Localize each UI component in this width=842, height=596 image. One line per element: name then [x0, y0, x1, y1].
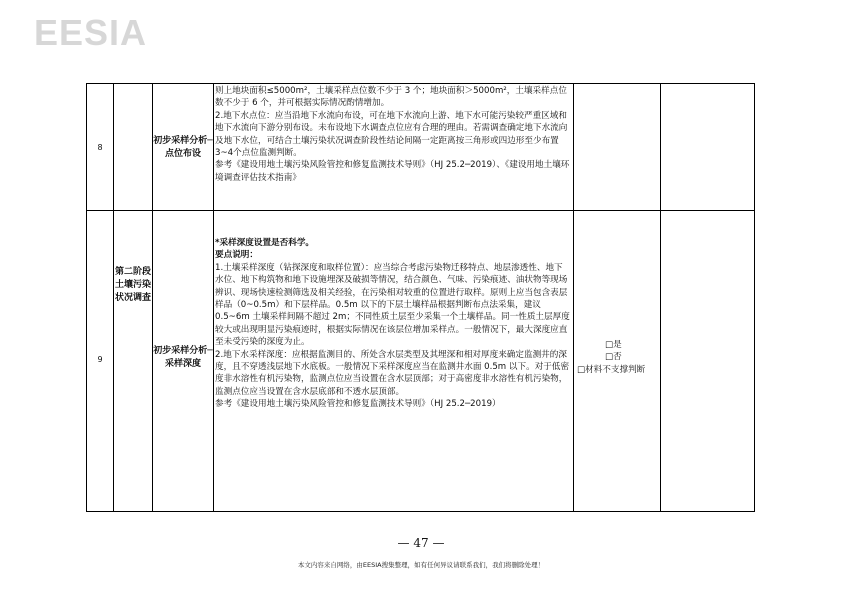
row-9-item: 初步采样分析─采样深度: [153, 346, 213, 369]
page-number: — 47 —: [397, 536, 445, 550]
row-9-content: [215, 237, 571, 411]
row-8-item: 初步采样分析─点位布设: [153, 136, 213, 159]
option-insufficient-material-checkbox[interactable]: □材料不支撑判断: [577, 364, 646, 375]
row-9-number: 9: [97, 355, 103, 364]
row-9-content-line: 2.地下水采样深度：应根据监测目的、所处含水层类型及其埋深和相对厚度来确定监测井的深度，且不穿透浅层地下水底板。一般情况下采样深度应当在监测井水面 0.5m 以下。对于低密度非水溶性有机污染物，监测点位应当设置在含水层顶部；对于高密度非水溶性有机污染物，监测点位应当设置在含水层底部和不透水层顶部。: [215, 349, 570, 397]
row-9-content-title: *采样深度设置是否科学。: [215, 238, 315, 248]
eesia-logo-watermark: EESIA: [34, 12, 148, 53]
option-no-checkbox[interactable]: □否: [605, 352, 622, 363]
row-9-options: [575, 339, 659, 376]
row-8-content-line: 则上地块面积≤5000m²，土壤采样点位数不少于 3 个；地块面积＞5000m²，土壤采样点位数不少于 6 个，并可根据实际情况酌情增加。: [215, 86, 567, 109]
row-8-content-line: 参考《建设用地土壤污染风险管控和修复监测技术导则》（HJ 25.2─2019）、《建设用地土壤环境调查评估技术指南》: [215, 160, 570, 183]
option-yes-checkbox[interactable]: □是: [605, 340, 622, 350]
row-9-content-line: 参考《建设用地土壤污染风险管控和修复监测技术导则》（HJ 25.2─2019）: [215, 399, 501, 410]
footer-disclaimer: 本文内容来自网络，由EESIA搜集整理，如有任何异议请联系我们，我们将删除处理！: [297, 561, 545, 569]
row-8-number: 8: [97, 143, 103, 152]
row-9-content-subtitle: 要点说明：: [215, 250, 258, 261]
row-9-content-line: 1.土壤采样深度（钻探深度和取样位置）：应当综合考虑污染物迁移特点、地层渗透性、地下水位、地下构筑物和地下设施埋深及破损等情况，结合颜色、气味、污染痕迹、油状物等现场辨识、现场快速检测筛选及相关经验，在污染相对较重的位置进行取样。原则上应当包含表层样品（0~0.5m）和下层样品。0.5m 以下的下层土壤样品根据判断布点法采集，建议 0.5~6m 土壤采样间隔不超过 2m；不同性质土层至少采集一个土壤样品。同一性质土层厚度较大或出现明显污染痕迹时，根据实际情况在该层位增加采样点。一般情况下，最大深度应直至未受污染的深度为止。: [215, 262, 570, 348]
row-9-stage: 第二阶段土壤污染状况调查: [114, 267, 151, 303]
row-8-content-line: 2.地下水点位：应当沿地下水流向布设，可在地下水流向上游、地下水可能污染较严重区域和地下水流向下游分别布设。未布设地下水调查点位应有合理的理由。若需调查确定地下水流向及地下水位，可结合土壤污染状况调查阶段性结论间隔一定距离按三角形或四边形至少布置 3~4个点位监测判断。: [215, 110, 568, 159]
row-8-content: [215, 85, 571, 184]
